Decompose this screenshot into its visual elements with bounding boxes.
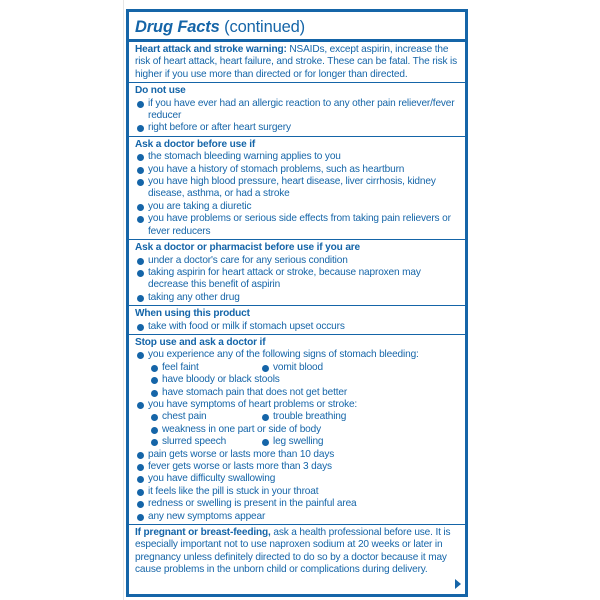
stop-use-section	[129, 335, 465, 525]
ask-doctor-heading: Ask a doctor before use if	[135, 138, 256, 150]
list-item: you are taking a diuretic	[135, 201, 460, 213]
stop-use-heading: Stop use and ask a doctor if	[135, 336, 266, 348]
when-using-heading: When using this product	[135, 308, 250, 320]
panel-title: Drug Facts (continued)	[129, 12, 465, 42]
list-item: take with food or milk if stomach upset occurs	[135, 321, 460, 333]
heart-warning-heading: Heart attack and stroke warning:	[135, 44, 287, 55]
list-item: redness or swelling is present in the painful area	[135, 498, 460, 510]
list-item: if you have ever had an allergic reaction to any other pain reliever/fever reducer	[135, 98, 460, 123]
list-item: it feels like the pill is stuck in your throat	[135, 486, 460, 498]
list-item: you have high blood pressure, heart disease, liver cirrhosis, kidney disease, asthma, or had a stroke	[135, 176, 460, 201]
sub-item: slurred speech	[149, 436, 260, 448]
sub-item: have stomach pain that does not get better	[149, 387, 460, 399]
ask-pharmacist-section	[129, 240, 465, 306]
sub-row	[135, 436, 460, 448]
list-item: you have problems or serious side effects from taking pain relievers or fever reducers	[135, 213, 460, 238]
sub-item: trouble breathing	[260, 411, 346, 423]
list-item: the stomach bleeding warning applies to you	[135, 151, 460, 163]
list-item: pain gets worse or lasts more than 10 days	[135, 449, 460, 461]
sub-item: weakness in one part or side of body	[149, 424, 460, 436]
continue-arrow-icon	[455, 579, 461, 589]
heart-warning-section	[129, 42, 465, 83]
page-edge-line	[123, 0, 124, 600]
list-item: you have difficulty swallowing	[135, 473, 460, 485]
list-item: under a doctor's care for any serious condition	[135, 255, 460, 267]
ask-doctor-section	[129, 137, 465, 240]
sub-item: leg swelling	[260, 436, 323, 448]
heart-warning-text: NSAIDs, except aspirin, increase the risk of heart attack, heart failure, and stroke. These can be fatal. The risk is higher if you use more than directed or for longer than directed.	[135, 44, 458, 80]
list-item: taking aspirin for heart attack or stroke, because naproxen may decrease this benefit of aspirin	[135, 267, 460, 292]
list-item: taking any other drug	[135, 292, 460, 304]
list-item: any new symptoms appear	[135, 511, 460, 523]
ask-pharmacist-heading: Ask a doctor or pharmacist before use if you are	[135, 242, 361, 254]
sub-item: chest pain	[149, 411, 260, 423]
list-item: right before or after heart surgery	[135, 122, 460, 134]
do-not-use-heading: Do not use	[135, 85, 186, 97]
when-using-section	[129, 306, 465, 335]
sub-row	[135, 411, 460, 423]
sub-row	[135, 362, 460, 374]
sub-item: feel faint	[149, 362, 260, 374]
list-item: you experience any of the following signs of stomach bleeding:	[135, 349, 460, 361]
pregnant-text: ask a health professional before use. It is especially important not to use naproxen sodium at 20 weeks or later in pregnancy unless definitely directed to do so by a doctor because it may cause problems in the unborn child or complications during delivery.	[135, 527, 451, 576]
do-not-use-section	[129, 83, 465, 137]
pregnant-heading: If pregnant or breast-feeding,	[135, 527, 271, 539]
list-item: you have a history of stomach problems, such as heartburn	[135, 164, 460, 176]
pregnant-section	[129, 525, 465, 578]
drug-facts-panel	[126, 9, 468, 597]
list-item: fever gets worse or lasts more than 3 days	[135, 461, 460, 473]
sub-item: vomit blood	[260, 362, 323, 374]
list-item: you have symptoms of heart problems or stroke:	[135, 399, 460, 411]
sub-item: have bloody or black stools	[149, 374, 460, 386]
